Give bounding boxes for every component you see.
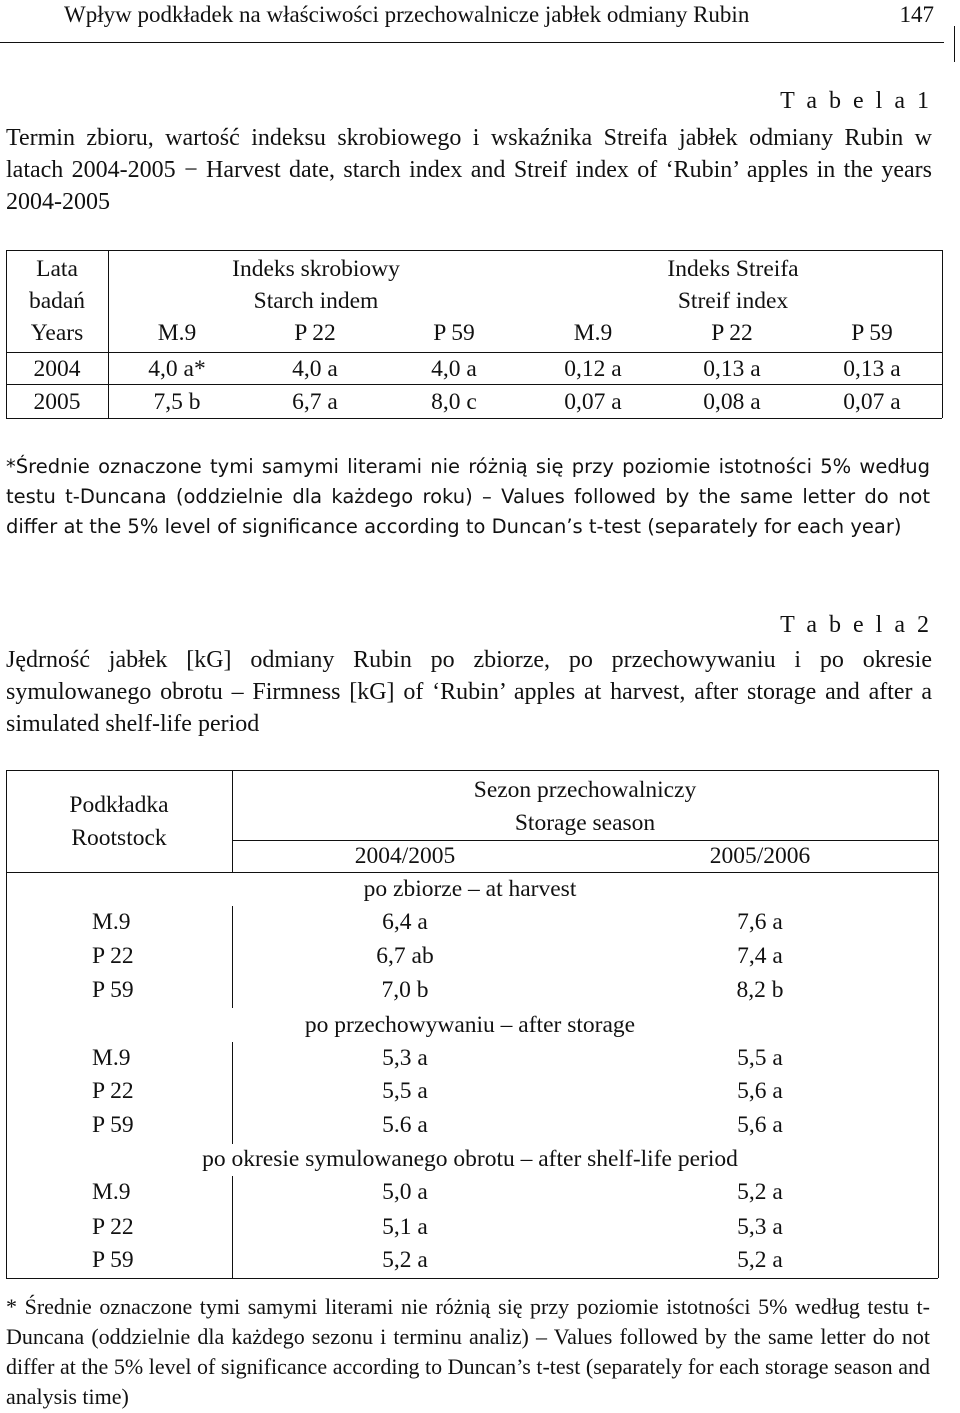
t2-rootstock: M.9 bbox=[92, 1179, 131, 1205]
t1-cell: 4,0 a bbox=[431, 356, 477, 382]
table1-footnote: *Średnie oznaczone tymi samymi literami nie różnią się przy poziomie istotności 5% według testu t-Duncana (oddzielnie dla każdego roku) – Values followed by the same letter do not differ at the 5% level of significance according to Duncan’s t-test (separately for each year) bbox=[6, 455, 930, 538]
t2-cell: 8,2 b bbox=[736, 977, 784, 1003]
table2-footnote: * Średnie oznaczone tymi samymi literami nie różnią się przy poziomie istotności 5% według testu t-Duncana (oddzielnie dla każdego sezonu i terminu analiz) – Values followed by the same letter do not differ at the 5% level of significance according to Duncan’s t-test (separately for each storage season and analysis time) bbox=[6, 1294, 930, 1409]
t2-rootstock: P 22 bbox=[92, 1078, 134, 1104]
t1-rootstock: P 59 bbox=[433, 320, 475, 346]
t2-season-head-en: Storage season bbox=[514, 810, 656, 836]
t2-cell: 5,0 a bbox=[382, 1179, 428, 1205]
t2-cell: 7,0 b bbox=[381, 977, 429, 1003]
t1-rootstock: P 22 bbox=[711, 320, 753, 346]
t1-rootstock: P 59 bbox=[851, 320, 893, 346]
t2-cell: 5,5 a bbox=[382, 1078, 428, 1104]
t2-rootstock: P 59 bbox=[92, 977, 134, 1003]
t2-season-1: 2004/2005 bbox=[354, 843, 456, 869]
t2-section-title: po okresie symulowanego obrotu – after shelf-life period bbox=[202, 1146, 738, 1172]
table1-rule-right bbox=[942, 250, 943, 418]
t2-rootstock: M.9 bbox=[92, 1045, 131, 1071]
t2-cell: 5,6 a bbox=[737, 1112, 783, 1138]
table1-rule-row bbox=[6, 384, 942, 385]
t2-cell: 5,5 a bbox=[737, 1045, 783, 1071]
t2-cell: 5,2 a bbox=[382, 1247, 428, 1273]
t1-cell: 0,13 a bbox=[843, 356, 901, 382]
table2-rule-header bbox=[6, 872, 938, 873]
running-title: Wpływ podkładek na właściwości przechowalnicze jabłek odmiany Rubin bbox=[64, 2, 750, 27]
t1-cell: 7,5 b bbox=[153, 389, 201, 415]
t2-cell: 5,2 a bbox=[737, 1179, 783, 1205]
t1-cell: 0,07 a bbox=[843, 389, 901, 415]
header-rule bbox=[0, 42, 944, 43]
t2-rootstock: P 22 bbox=[92, 943, 134, 969]
table1-rule-top bbox=[6, 250, 942, 251]
t2-season-head-pl: Sezon przechowalniczy bbox=[473, 777, 697, 803]
t2-cell: 5,3 a bbox=[737, 1214, 783, 1240]
t1-cell: 0,13 a bbox=[703, 356, 761, 382]
table2-label: T a b e l a 2 bbox=[780, 612, 932, 638]
t2-cell: 5.6 a bbox=[382, 1112, 428, 1138]
t2-cell: 5,2 a bbox=[737, 1247, 783, 1273]
t1-cell: 0,08 a bbox=[703, 389, 761, 415]
table1-rule-bottom bbox=[6, 418, 942, 419]
t2-cell: 6,7 ab bbox=[376, 943, 434, 969]
t1-row-year: 2005 bbox=[33, 389, 81, 415]
table1-caption: Termin zbioru, wartość indeksu skrobiowego i wskaźnika Streifa jabłek odmiany Rubin w latach 2004-2005 − Harvest date, starch index and Streif index of ‘Rubin’ apples in the years 2004-2005 bbox=[6, 125, 932, 215]
t2-cell: 5,3 a bbox=[382, 1045, 428, 1071]
t1-year-head-3: Years bbox=[30, 320, 84, 346]
t2-cell: 5,1 a bbox=[382, 1214, 428, 1240]
t1-row-year: 2004 bbox=[33, 356, 81, 382]
running-header bbox=[0, 0, 960, 44]
t2-section-title: po przechowywaniu – after storage bbox=[304, 1012, 636, 1038]
t1-cell: 4,0 a* bbox=[148, 356, 206, 382]
t2-rootstock-head-en: Rootstock bbox=[71, 825, 167, 851]
t1-cell: 8,0 c bbox=[431, 389, 477, 415]
table2-rule-rootstock bbox=[232, 1176, 233, 1278]
t2-cell: 7,4 a bbox=[737, 943, 783, 969]
t1-group-starch-en: Starch indem bbox=[253, 288, 379, 314]
t1-cell: 6,7 a bbox=[292, 389, 338, 415]
t2-cell: 7,6 a bbox=[737, 909, 783, 935]
t2-rootstock: P 22 bbox=[92, 1214, 134, 1240]
table2-rule-rootstock bbox=[232, 906, 233, 1008]
table1-label: T a b e l a 1 bbox=[780, 88, 932, 114]
t2-cell: 5,6 a bbox=[737, 1078, 783, 1104]
t1-rootstock: P 22 bbox=[294, 320, 336, 346]
t1-cell: 0,12 a bbox=[564, 356, 622, 382]
table2-rule-top bbox=[6, 770, 938, 771]
table2-rule-right bbox=[938, 770, 939, 1278]
t2-rootstock-head-pl: Podkładka bbox=[69, 792, 169, 818]
t1-year-head-2: badań bbox=[28, 288, 86, 314]
t2-rootstock: P 59 bbox=[92, 1247, 134, 1273]
t1-cell: 0,07 a bbox=[564, 389, 622, 415]
header-margin-bar bbox=[954, 26, 955, 62]
t2-rootstock: M.9 bbox=[92, 909, 131, 935]
t1-rootstock: M.9 bbox=[157, 320, 197, 346]
table1-rule-header bbox=[6, 352, 942, 353]
t1-rootstock: M.9 bbox=[573, 320, 613, 346]
t1-year-head-1: Lata bbox=[36, 256, 78, 282]
page-number: 147 bbox=[899, 2, 934, 27]
table2-caption: Jędrność jabłek [kG] odmiany Rubin po zbiorze, po przechowywaniu i po okresie symulowanego obrotu – Firmness [kG] of ‘Rubin’ apples at harvest, after storage and after a simulated shelf-life period bbox=[6, 647, 932, 737]
t1-group-starch-pl: Indeks skrobiowy bbox=[232, 256, 400, 282]
t1-group-streif-en: Streif index bbox=[677, 288, 789, 314]
t1-group-streif-pl: Indeks Streifa bbox=[667, 256, 799, 282]
t2-cell: 6,4 a bbox=[382, 909, 428, 935]
t1-cell: 4,0 a bbox=[292, 356, 338, 382]
t2-season-2: 2005/2006 bbox=[709, 843, 811, 869]
t2-section-title: po zbiorze – at harvest bbox=[363, 876, 577, 902]
table2-rule-rootstock bbox=[232, 1042, 233, 1144]
t2-rootstock: P 59 bbox=[92, 1112, 134, 1138]
table2-rule-bottom bbox=[6, 1278, 938, 1279]
